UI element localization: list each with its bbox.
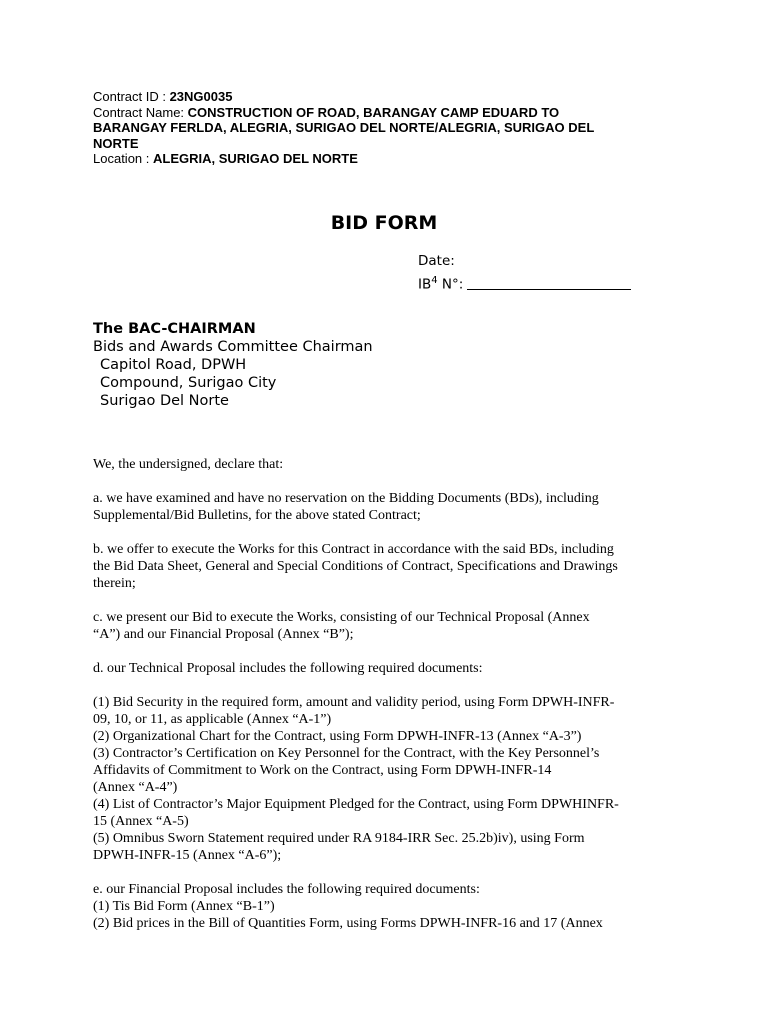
location-label: Location :	[93, 151, 153, 166]
list-item-d3-line1: (3) Contractor’s Certification on Key Personnel for the Contract, with the Key Personnel’s	[93, 746, 600, 761]
list-item-d5-line2: DPWH-INFR-15 (Annex “A-6”);	[93, 848, 282, 863]
paragraph-c-line2: “A”) and our Financial Proposal (Annex “B”);	[93, 627, 354, 642]
paragraph-b	[93, 541, 683, 592]
location-value: ALEGRIA, SURIGAO DEL NORTE	[153, 151, 358, 166]
technical-proposal-list	[93, 694, 683, 864]
paragraph-c-line1: c. we present our Bid to execute the Works, consisting of our Technical Proposal (Annex	[93, 610, 590, 625]
ib-number-row	[418, 271, 631, 295]
ib-number-blank[interactable]	[467, 288, 631, 290]
list-item-d4-line2: 15 (Annex “A-5)	[93, 814, 189, 829]
paragraph-a-line1: a. we have examined and have no reservation on the Bidding Documents (BDs), including	[93, 491, 599, 506]
paragraph-b-line1: b. we offer to execute the Works for this Contract in accordance with the said BDs, including	[93, 542, 614, 557]
ib-prefix: IB	[418, 276, 432, 293]
contract-name-line3: NORTE	[93, 135, 139, 151]
paragraph-a	[93, 490, 683, 524]
list-item-d1-line1: (1) Bid Security in the required form, amount and validity period, using Form DPWH-INFR-	[93, 695, 615, 710]
paragraph-e-intro: e. our Financial Proposal includes the following required documents:	[93, 882, 480, 897]
list-item-d3-line2: Affidavits of Commitment to Work on the Contract, using Form DPWH-INFR-14	[93, 763, 552, 778]
list-item-d3-line3: (Annex “A-4”)	[93, 780, 178, 795]
list-item-d1-line2: 09, 10, or 11, as applicable (Annex “A-1”)	[93, 712, 332, 727]
contract-header	[93, 89, 653, 167]
ib-suffix: N°:	[437, 276, 464, 293]
declaration-body	[93, 456, 683, 932]
list-item-d5-line1: (5) Omnibus Sworn Statement required under RA 9184-IRR Sec. 25.2b)iv), using Form	[93, 831, 585, 846]
page-title: BID FORM	[330, 212, 438, 234]
paragraph-d-intro: d. our Technical Proposal includes the following required documents:	[93, 661, 483, 676]
contract-id-value: 23NG0035	[169, 89, 233, 104]
recipient-address	[93, 320, 373, 410]
date-label: Date:	[418, 253, 455, 269]
financial-proposal-list	[93, 881, 683, 932]
contract-name-line2: BARANGAY FERLDA, ALEGRIA, SURIGAO DEL NORTE/ALEGRIA, SURIGAO DEL	[93, 120, 595, 135]
recipient-title: The BAC-CHAIRMAN	[93, 321, 256, 337]
list-item-e1: (1) Tis Bid Form (Annex “B-1”)	[93, 899, 275, 914]
address-line1: Bids and Awards Committee Chairman	[93, 339, 373, 355]
date-block	[418, 251, 631, 295]
address-line4: Surigao Del Norte	[100, 393, 229, 409]
ib-sup: 4	[431, 275, 438, 286]
intro-paragraph: We, the undersigned, declare that:	[93, 457, 284, 472]
location-row	[93, 151, 653, 167]
list-item-e2: (2) Bid prices in the Bill of Quantities Form, using Forms DPWH-INFR-16 and 17 (Annex	[93, 916, 603, 931]
paragraph-a-line2: Supplemental/Bid Bulletins, for the above stated Contract;	[93, 508, 421, 523]
address-line2: Capitol Road, DPWH	[100, 357, 247, 373]
paragraph-b-line2: the Bid Data Sheet, General and Special Conditions of Contract, Specifications and Drawings	[93, 559, 618, 574]
address-line3: Compound, Surigao City	[100, 375, 277, 391]
list-item-d2: (2) Organizational Chart for the Contract, using Form DPWH-INFR-13 (Annex “A-3”)	[93, 729, 582, 744]
contract-id-row	[93, 89, 653, 105]
paragraph-c	[93, 609, 683, 643]
paragraph-b-line3: therein;	[93, 576, 136, 591]
contract-name-label: Contract Name:	[93, 104, 188, 120]
list-item-d4-line1: (4) List of Contractor’s Major Equipment Pledged for the Contract, using Form DPWHINFR-	[93, 797, 619, 812]
contract-id-label: Contract ID :	[93, 89, 170, 104]
contract-name-line1: CONSTRUCTION OF ROAD, BARANGAY CAMP EDUARD TO	[187, 104, 560, 120]
contract-name-row	[93, 105, 653, 121]
